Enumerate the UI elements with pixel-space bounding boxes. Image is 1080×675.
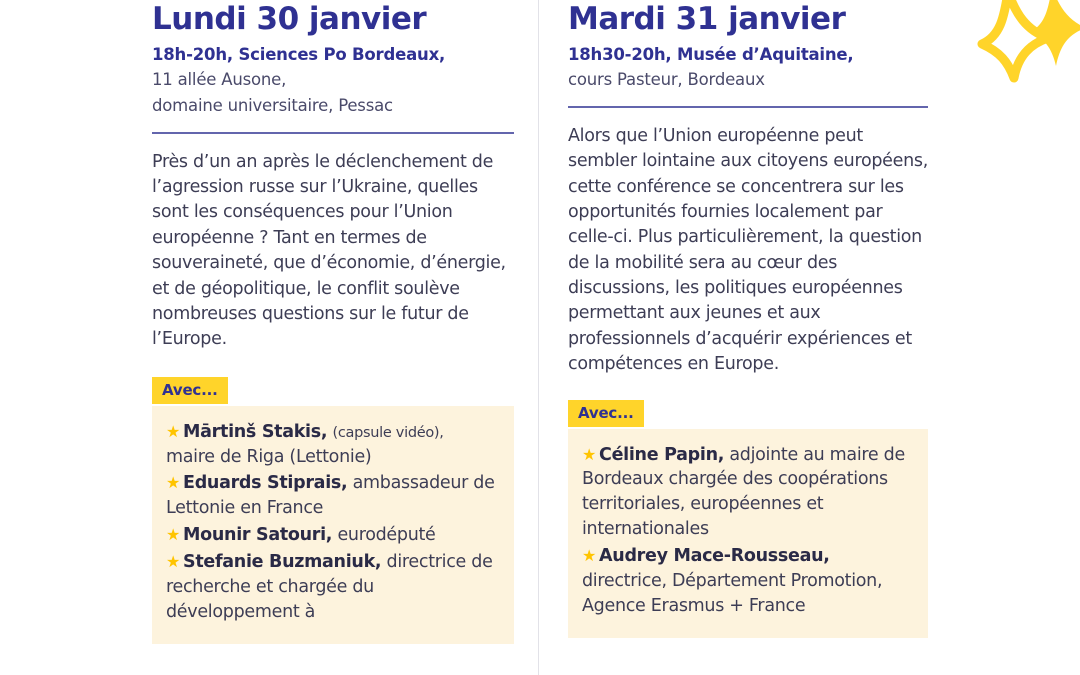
- address-line1-mardi: cours Pasteur, Bordeaux: [568, 70, 765, 90]
- star-icon: ★: [166, 421, 181, 441]
- star-icon: ★: [166, 551, 181, 571]
- column-divider: [538, 0, 539, 675]
- list-item: [166, 523, 496, 548]
- divider-lundi: [152, 132, 514, 134]
- event-column-mardi: [568, 0, 928, 638]
- avec-wrap-mardi: [568, 400, 928, 427]
- star-icon: ★: [166, 473, 181, 493]
- star-icon: ★: [166, 525, 181, 545]
- list-item: [582, 544, 910, 619]
- speakers-list-lundi: [152, 406, 514, 645]
- speaker-note: (capsule vidéo),: [332, 424, 444, 441]
- description-lundi: Près d’un an après le déclenchement de l’agression russe sur l’Ukraine, quelles sont les conséquences pour l’Union européenne ? Tant en termes de souveraineté, que d’économie, d’énergie, et de géopolitique, le conflit soulève nombreuses questions sur le futur de l’Europe.: [152, 151, 506, 350]
- speaker-role: adjointe au maire de Bordeaux chargée des coopérations territoriales, européennes et internationales: [582, 444, 905, 540]
- speaker-name: Mārtinš Stakis,: [183, 421, 328, 442]
- speaker-role: maire de Riga (Lettonie): [166, 446, 372, 467]
- star-icon: [956, 0, 1080, 106]
- speaker-role: directrice, Département Promotion, Agence Erasmus + France: [582, 570, 883, 616]
- speaker-name: Mounir Satouri,: [183, 525, 333, 546]
- star-icon: ★: [582, 444, 597, 464]
- page-title-lundi: Lundi 30 janvier: [152, 1, 427, 37]
- venue-lundi: 18h-20h, Sciences Po Bordeaux,: [152, 45, 446, 65]
- speaker-name: Stefanie Buzmaniuk,: [183, 551, 382, 572]
- speaker-name: Eduards Stiprais,: [183, 473, 348, 494]
- page-title-mardi: Mardi 31 janvier: [568, 1, 846, 37]
- event-column-lundi: [152, 0, 514, 644]
- avec-badge-mardi: Avec...: [568, 400, 644, 427]
- speaker-name: Audrey Mace-Rousseau,: [599, 545, 830, 566]
- speaker-role: directrice de recherche et chargée du développement à: [166, 551, 493, 622]
- venue-mardi: 18h30-20h, Musée d’Aquitaine,: [568, 45, 854, 65]
- speakers-list-mardi: [568, 429, 928, 639]
- divider-mardi: [568, 106, 928, 108]
- avec-wrap-lundi: [152, 377, 514, 404]
- description-mardi: Alors que l’Union européenne peut sembler lointaine aux citoyens européens, cette conférence se concentrera sur les opportunités fournies localement par celle-ci. Plus particulièrement, la question de la mobilité sera au cœur des discussions, les politiques européennes permettant aux jeunes et aux professionnels d’acquérir expériences et compétences en Europe.: [568, 125, 928, 375]
- list-item: [166, 420, 496, 470]
- avec-badge-lundi: Avec...: [152, 377, 228, 404]
- speaker-role: eurodéputé: [337, 525, 436, 546]
- speaker-name: Céline Papin,: [599, 444, 725, 465]
- address-line1-lundi: 11 allée Ausone,: [152, 70, 287, 90]
- list-item: [166, 550, 496, 625]
- speaker-role: ambassadeur de Lettonie en France: [166, 473, 495, 519]
- address-line2-lundi: domaine universitaire, Pessac: [152, 96, 393, 116]
- star-icon: ★: [582, 545, 597, 565]
- list-item: [166, 471, 496, 521]
- list-item: [582, 443, 910, 542]
